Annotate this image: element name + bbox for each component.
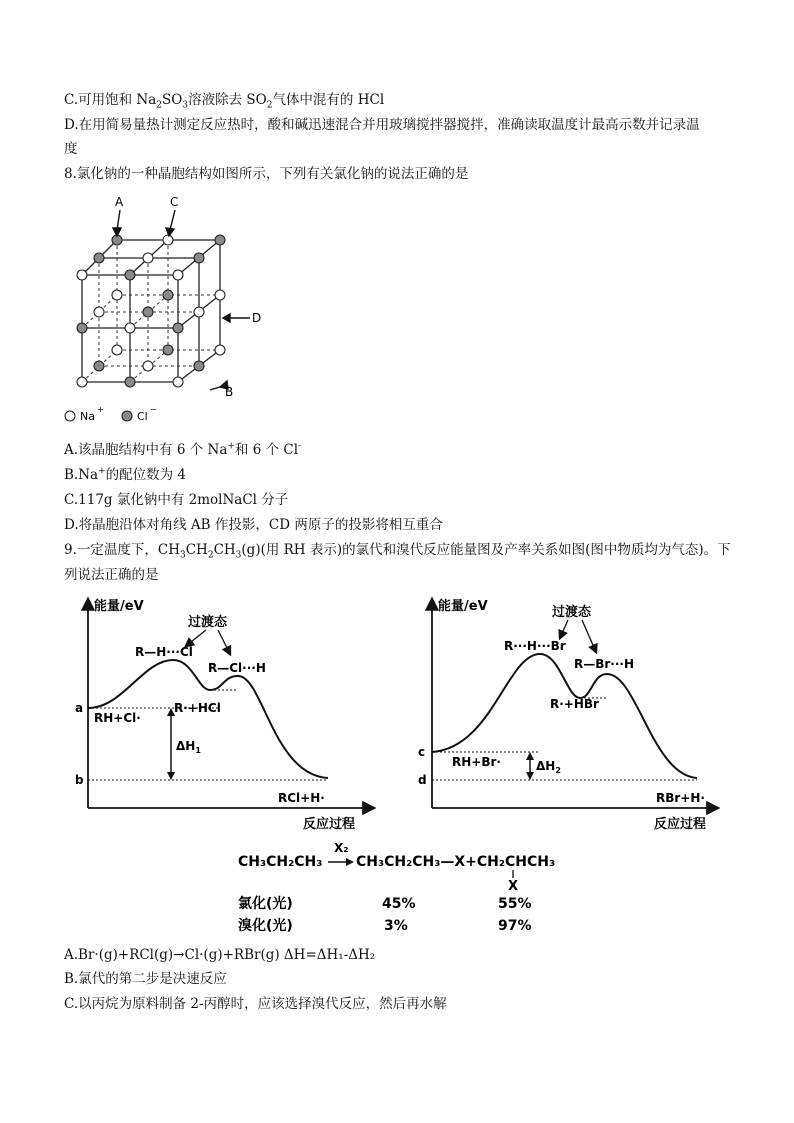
ts-pointer-2 [218, 630, 230, 654]
ts-pointer-1 [186, 630, 206, 646]
legend-na-charge: + [97, 405, 104, 414]
q8-option-d: D.将晶胞沿体对角线 AB 作投影，CD 两原子的投影将相互重合 [64, 517, 443, 533]
legend-cl-label: Cl [137, 410, 148, 423]
products: CH₃CH₂CH₃—X+CH₂CHCH₃ [356, 854, 556, 870]
product2-substituent: X [508, 879, 519, 894]
legend-na-symbol [65, 411, 75, 421]
label-a: A [115, 195, 124, 209]
q8-option-a: A.该晶胞结构中有 6 个 Na+和 6 个 Cl- [64, 441, 302, 458]
start-label: RH+Cl· [94, 711, 141, 725]
end-label: RBr+H· [656, 791, 705, 805]
ts-pointer-1 [560, 620, 568, 638]
x-axis-label: 反应过程 [303, 817, 356, 832]
dh1-label: $\Delta H_1$ [176, 739, 201, 755]
start-label: RH+Br· [452, 755, 501, 769]
intermediate-label: R·+HBr [550, 697, 599, 711]
ts2-label: R—Br···H [574, 657, 635, 671]
label-b: B [225, 385, 234, 399]
intermediate-label: R·+HCl [174, 701, 221, 715]
q8-option-c: C.117g 氯化钠中有 2molNaCl 分子 [64, 492, 289, 508]
transition-state-label: 过渡态 [188, 615, 228, 630]
level-b-label: b [75, 773, 84, 787]
q8-option-b: B.Na+的配位数为 4 [64, 466, 187, 483]
q7-option-d-line2: 度 [64, 141, 78, 157]
pointer-arrows [113, 210, 250, 390]
q9-option-a: A.Br·(g)+RCl(g)→Cl·(g)+RBr(g) ΔH=ΔH₁-ΔH₂ [64, 947, 376, 963]
legend-na-label: Na [80, 410, 95, 423]
label-d: D [252, 311, 262, 325]
dh2-label: $\Delta H_2$ [536, 759, 561, 775]
ts2-label: R—Cl···H [208, 661, 266, 675]
q8-stem: 8.氯化钠的一种晶胞结构如图所示，下列有关氯化钠的说法正确的是 [64, 166, 469, 182]
q7-option-d-line1: D.在用简易量热计测定反应热时，酸和碱迅速混合并用玻璃搅拌器搅拌，准确读取温度计最高示数并记录温 [64, 117, 700, 133]
row1-yield-2: 55% [498, 896, 532, 912]
q9-stem-line2: 列说法正确的是 [64, 567, 159, 583]
ts1-label: R—H···Cl [135, 645, 193, 659]
ts-pointer-2 [582, 620, 596, 652]
row2-yield-1: 3% [384, 918, 408, 934]
nacl-unit-cell-figure [60, 190, 280, 425]
ts1-label: R···H···Br [504, 639, 566, 653]
bromination-energy-diagram [412, 590, 732, 835]
row1-yield-1: 45% [382, 896, 416, 912]
reaction-yield-table [230, 838, 590, 938]
row2-label: 溴化(光) [238, 918, 293, 934]
row1-label: 氯化(光) [238, 896, 293, 912]
y-axis-label: 能量/eV [94, 599, 144, 614]
row2-yield-2: 97% [498, 918, 532, 934]
q7-option-c: C.可用饱和 $Na_2SO_3$溶液除去 $SO_2$气体中混有的 HCl [64, 92, 385, 111]
level-a-label: a [75, 701, 84, 715]
level-c-label: c [418, 745, 426, 759]
reactant: CH₃CH₂CH₃ [238, 854, 323, 870]
y-axis-label: 能量/eV [438, 599, 488, 614]
level-d-label: d [418, 773, 427, 787]
q9-option-c: C.以丙烷为原料制备 2-丙醇时，应该选择溴代反应，然后再水解 [64, 996, 447, 1012]
reagent: X₂ [334, 841, 349, 855]
x-axis-label: 反应过程 [654, 817, 707, 832]
transition-state-label: 过渡态 [552, 605, 592, 620]
chlorination-energy-diagram [68, 590, 388, 835]
legend-cl-symbol [122, 411, 132, 421]
legend-cl-charge: − [150, 405, 157, 414]
label-c: C [170, 195, 179, 209]
q9-stem-line1: 9.一定温度下，$CH_3CH_2CH_3(g)$(用 RH 表示)的氯代和溴代反应能量图及产率关系如图(图中物质均为气态)。下 [64, 542, 731, 561]
q9-option-b: B.氯代的第二步是决速反应 [64, 971, 227, 987]
end-label: RCl+H· [278, 791, 325, 805]
